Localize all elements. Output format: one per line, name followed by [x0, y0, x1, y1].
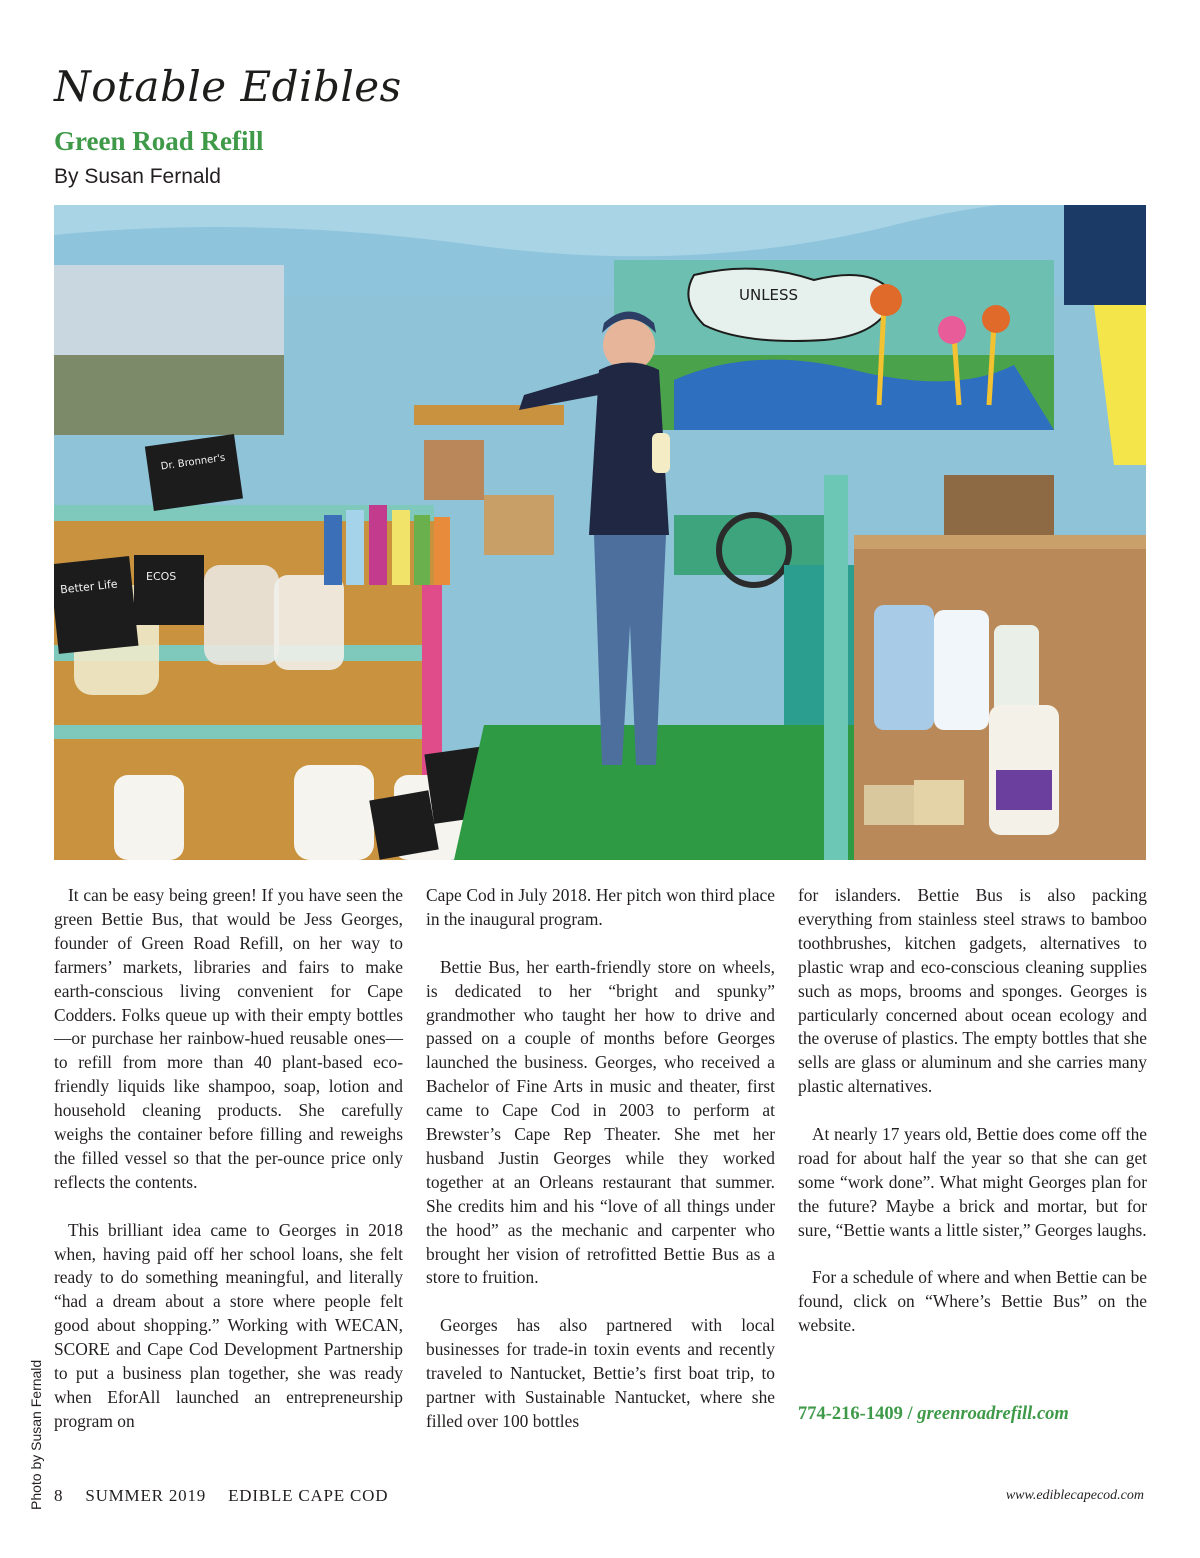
mural-text: UNLESS — [739, 286, 799, 304]
article-photo — [54, 205, 1146, 860]
contact-separator: / — [902, 1404, 918, 1424]
paragraph: This brilliant idea came to Georges in 2018 when, having paid off her school loans, she felt ready to do something meaningful, and literally “had a dream about a store where people felt good about shopping.” Working with WECAN, SCORE and Cape Cod Development Partnership to put a business plan together, she was ready when EforAll launched an entrepreneurship program on — [54, 1219, 403, 1431]
photo-credit: Photo by Susan Fernald — [28, 1359, 44, 1510]
article-column-1 — [54, 884, 403, 1458]
bus-interior-illustration — [54, 205, 1146, 860]
contact-website-link[interactable]: greenroadrefill.com — [917, 1404, 1069, 1424]
article-title: Green Road Refill — [54, 126, 264, 156]
byline: By Susan Fernald — [54, 165, 221, 188]
article-column-3 — [798, 884, 1147, 1362]
paragraph: Cape Cod in July 2018. Her pitch won third place in the inaugural program. — [426, 885, 775, 929]
issue-label: SUMMER 2019 — [85, 1486, 207, 1505]
chalk-sign-left: Better Life — [59, 577, 119, 597]
paragraph: for islanders. Bettie Bus is also packing everything from stainless steel straws to bamboo toothbrushes, kitchen gadgets, alternatives to plastic wrap and eco-conscious cleaning supplies such as mops, brooms and sponges. Georges is particularly concerned about ocean ecology and the overuse of plastics. The empty bottles that she sells are glass or aluminum and she carries many plastic alternatives. — [798, 885, 1147, 1097]
article-column-2 — [426, 884, 775, 1458]
page-number: 8 — [54, 1486, 64, 1505]
paragraph: It can be easy being green! If you have seen the green Bettie Bus, that would be Jess Georges, founder of Green Road Refill, on her way to farmers’ markets, libraries and fairs to make earth-conscious living convenient for Cape Codders. Folks queue up with their empty bottles—or purchase her rainbow-hued reusable ones—to refill from more than 40 plant-based eco-friendly liquids like shampoo, soap, lotion and household cleaning products. She carefully weighs the container before filling and reweighs the filled vessel so that the per-ounce price only reflects the contents. — [54, 885, 403, 1192]
section-title: Notable Edibles — [54, 62, 402, 111]
contact-phone: 774-216-1409 — [798, 1404, 903, 1424]
chalk-sign-top: Dr. Bronner's — [160, 452, 227, 473]
paragraph: Bettie Bus, her earth-friendly store on wheels, is dedicated to her “bright and spunky” grandmother who taught her how to drive and passed on a couple of months before Georges launched the business. Georges, who received a Bachelor of Fine Arts in music and theater, first came to Cape Cod in 2003 to perform at Brewster’s Cape Rep Theater. She met her husband Justin Georges while they worked together at an Orleans restaurant that summer. She credits him and his “love of all things under the hood” as the mechanic and carpenter who brought her vision of retrofitted Bettie Bus as a store to fruition. — [426, 956, 775, 1288]
contact-line — [798, 1404, 1069, 1425]
footer — [54, 1486, 410, 1506]
paragraph: At nearly 17 years old, Bettie does come off the road for about half the year so that she can get some “work done”. What might Georges plan for the future? Maybe a brick and mortar, but for sure, “Bettie wants a little sister,” Georges laughs. — [798, 1124, 1147, 1240]
publication-name: EDIBLE CAPE COD — [228, 1486, 389, 1505]
paragraph: Georges has also partnered with local businesses for trade-in toxin events and recently traveled to Nantucket, Bettie’s first boat trip, to partner with Sustainable Nantucket, where she filled over 100 bottles — [426, 1315, 775, 1431]
paragraph: For a schedule of where and when Bettie can be found, click on “Where’s Bettie Bus” on the website. — [798, 1267, 1147, 1336]
footer-url[interactable]: www.ediblecapecod.com — [1005, 1488, 1144, 1503]
chalk-sign-mid: ECOS — [146, 570, 177, 583]
